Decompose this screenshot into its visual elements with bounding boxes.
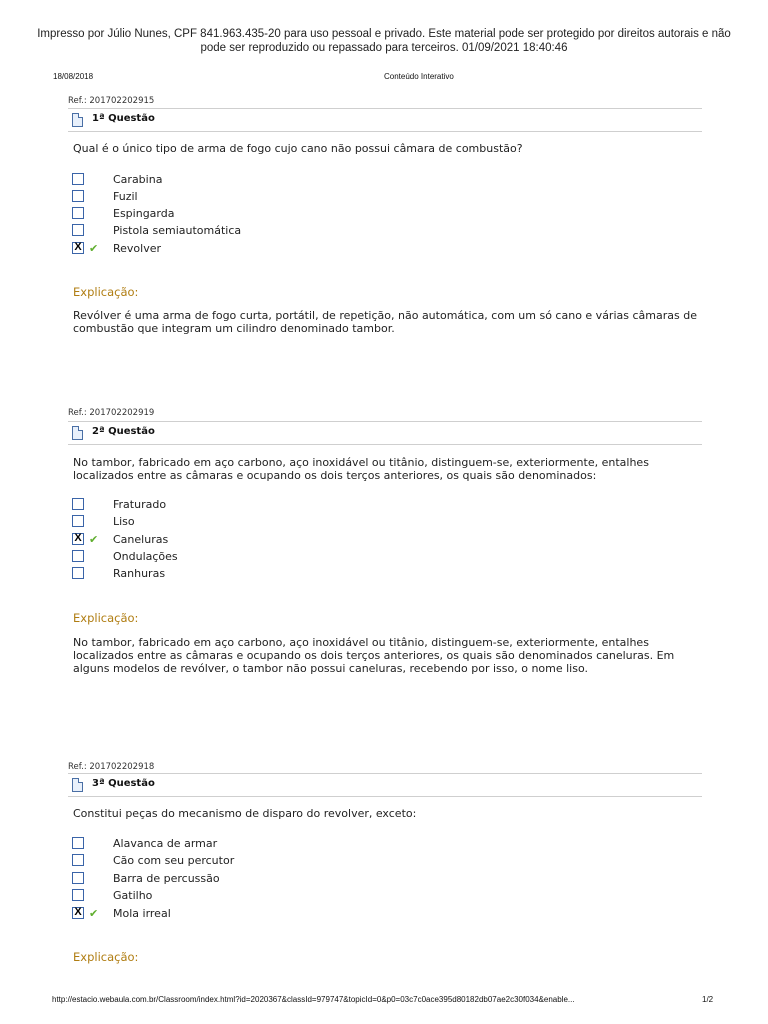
question-title: 1ª Questão: [92, 113, 155, 124]
option-checkbox[interactable]: [72, 854, 84, 866]
option-label: Carabina: [113, 173, 163, 186]
explanation-label: Explicação:: [73, 611, 139, 625]
document-icon: [72, 778, 83, 792]
option-checkbox[interactable]: [72, 173, 84, 185]
option-checkbox[interactable]: [72, 207, 84, 219]
correct-check-icon: ✔: [89, 907, 99, 920]
print-date: 18/08/2018: [53, 72, 94, 81]
question-ref: Ref.: 201702202919: [68, 408, 155, 418]
check-x-icon: X: [74, 532, 82, 544]
question-text: No tambor, fabricado em aço carbono, aço inoxidável ou titânio, distinguem-se, exteriormente, entalhes localizados entre as câmaras e ocupando os dois terços anteriores, os quais são denominados:: [73, 456, 649, 482]
option-checkbox[interactable]: [72, 515, 84, 527]
correct-check-icon: ✔: [89, 242, 99, 255]
question-text: Constitui peças do mecanismo de disparo do revolver, exceto:: [73, 807, 417, 820]
option-checkbox[interactable]: [72, 889, 84, 901]
option-checkbox-checked[interactable]: [72, 242, 84, 254]
correct-check-icon: ✔: [89, 533, 99, 546]
watermark-line-2: pode ser reproduzido ou repassado para terceiros. 01/09/2021 18:40:46: [200, 42, 568, 54]
option-label: Cão com seu percutor: [113, 854, 235, 867]
option-label: Revolver: [113, 242, 162, 255]
check-x-icon: X: [74, 906, 82, 918]
question-ref: Ref.: 201702202918: [68, 762, 155, 772]
option-checkbox-checked[interactable]: [72, 533, 84, 545]
question-title: 3ª Questão: [92, 778, 155, 789]
document-icon: [72, 113, 83, 127]
print-watermark: [0, 27, 768, 55]
question-title: 2ª Questão: [92, 426, 155, 437]
explanation-text: Revólver é uma arma de fogo curta, portátil, de repetição, não automática, com um só cano e várias câmaras de combustão que integram um cilindro denominado tambor.: [73, 309, 697, 335]
option-label: Espingarda: [113, 207, 175, 220]
print-footer-url: http://estacio.webaula.com.br/Classroom/index.html?id=2020367&classId=979747&topicId=0&p0=03c7c0ace395d80182db07ae2c30f034&enable...: [52, 995, 575, 1004]
option-label: Fraturado: [113, 498, 167, 511]
explanation-label: Explicação:: [73, 285, 139, 299]
question-header: [68, 773, 702, 797]
option-checkbox[interactable]: [72, 190, 84, 202]
option-checkbox[interactable]: [72, 550, 84, 562]
option-checkbox[interactable]: [72, 567, 84, 579]
question-ref: Ref.: 201702202915: [68, 96, 155, 106]
question-header: [68, 421, 702, 445]
option-checkbox[interactable]: [72, 872, 84, 884]
option-checkbox[interactable]: [72, 498, 84, 510]
option-checkbox-checked[interactable]: [72, 907, 84, 919]
option-label: Mola irreal: [113, 907, 171, 920]
option-label: Gatilho: [113, 889, 153, 902]
check-x-icon: X: [74, 241, 82, 253]
option-label: Barra de percussão: [113, 872, 220, 885]
option-label: Fuzil: [113, 190, 138, 203]
option-label: Ondulações: [113, 550, 178, 563]
document-icon: [72, 426, 83, 440]
option-checkbox[interactable]: [72, 837, 84, 849]
page-title: Conteúdo Interativo: [384, 72, 454, 81]
watermark-line-1: Impresso por Júlio Nunes, CPF 841.963.435-20 para uso pessoal e privado. Este material pode ser protegido por direitos autorais e não: [37, 28, 731, 40]
question-text: Qual é o único tipo de arma de fogo cujo cano não possui câmara de combustão?: [73, 142, 523, 155]
option-label: Alavanca de armar: [113, 837, 218, 850]
option-label: Caneluras: [113, 533, 169, 546]
option-label: Ranhuras: [113, 567, 166, 580]
option-checkbox[interactable]: [72, 224, 84, 236]
option-label: Liso: [113, 515, 135, 528]
option-label: Pistola semiautomática: [113, 224, 242, 237]
explanation-text: No tambor, fabricado em aço carbono, aço inoxidável ou titânio, distinguem-se, exteriormente, entalhes localizados entre as câmaras e ocupando os dois terços anteriores, os quais são denominados caneluras. Em alguns modelos de revólver, o tambor não possui caneluras, recebendo por isso, o nome liso.: [73, 636, 675, 675]
page-number: 1/2: [702, 995, 714, 1004]
explanation-label: Explicação:: [73, 950, 139, 964]
question-header: [68, 108, 702, 132]
